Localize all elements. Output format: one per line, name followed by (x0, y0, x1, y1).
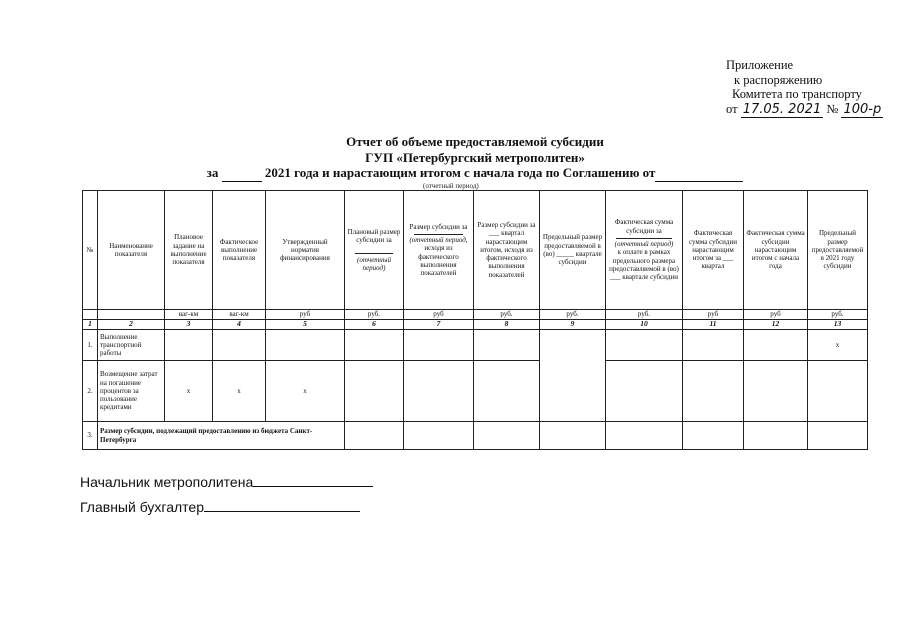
table-cell (744, 361, 808, 422)
appendix-block (726, 58, 901, 117)
unit-cell: руб (266, 310, 345, 320)
header-subsidy-period-blank (414, 232, 463, 235)
table-cell (345, 330, 404, 361)
col-number: 5 (266, 320, 345, 330)
table-cell (683, 330, 744, 361)
header-plan-subsidy-period: (отчетный период) (356, 255, 391, 272)
number-prefix: № (826, 101, 839, 116)
table-cell (345, 422, 404, 450)
table-cell: х (213, 361, 266, 422)
header-actual-sum-blank (616, 236, 672, 239)
table-cell (540, 422, 606, 450)
row-name: Возмещение затрат на погашение процентов за пользование кредитами (98, 361, 165, 422)
header-actual-sum (606, 191, 683, 310)
row-number: 3. (83, 422, 98, 450)
col-number: 7 (404, 320, 474, 330)
agreement-date-blank (655, 165, 743, 182)
header-subsidy-period-rest: исходя из фактического выполнения показателей (418, 244, 459, 278)
unit-cell: руб. (808, 310, 868, 320)
table-cell (404, 361, 474, 422)
table-cell (683, 422, 744, 450)
table-cell (606, 422, 683, 450)
table-cell (744, 422, 808, 450)
unit-cell: руб. (540, 310, 606, 320)
table-cell (474, 361, 540, 422)
table-row (83, 422, 868, 450)
header-plan-subsidy-blank (355, 249, 393, 254)
signature-accountant (80, 499, 360, 515)
row-name-total: Размер субсидии, подлежащий предоставлению из бюджета Санкт-Петербурга (98, 422, 345, 450)
appendix-date-line (726, 102, 901, 118)
header-actual-cumulative-quarter: Фактическая сумма субсидии нарастающим итогом за ___ квартал (683, 191, 744, 310)
col-number: 12 (744, 320, 808, 330)
handwritten-date: 17.05. 2021 (742, 101, 822, 117)
appendix-line-2: к распоряжению (734, 72, 823, 87)
signature-head-line (253, 485, 373, 487)
unit-cell: ваг-км (213, 310, 266, 320)
unit-cell (98, 310, 165, 320)
period-note: (отчетный период) (423, 182, 479, 190)
header-subsidy-cumulative: Размер субсидии за ___ квартал нарастающим итогом, исходя из фактического выполнения показателей (474, 191, 540, 310)
table-row (83, 330, 868, 361)
signature-accountant-line (204, 510, 360, 512)
title-line-3-prefix: за (206, 165, 219, 180)
signature-head (80, 474, 373, 490)
appendix-line-1: Приложение (726, 58, 794, 72)
unit-cell: руб (744, 310, 808, 320)
unit-cell: руб (683, 310, 744, 320)
row-name: Выполнение транспортной работы (98, 330, 165, 361)
header-subsidy-period (404, 191, 474, 310)
table-cell: х (165, 361, 213, 422)
header-plan-subsidy (345, 191, 404, 310)
table-cell (404, 422, 474, 450)
table-cell: х (808, 330, 868, 361)
table-row (83, 361, 868, 422)
title-line-3 (150, 165, 800, 182)
row-number: 1. (83, 330, 98, 361)
col-number: 8 (474, 320, 540, 330)
table-cell (474, 422, 540, 450)
header-plan-task: Плановое задание на выполнение показателя (165, 191, 213, 310)
header-actual: Фактическое выполнение показателя (213, 191, 266, 310)
table-cell (683, 361, 744, 422)
table-cell (404, 330, 474, 361)
table-cell (606, 330, 683, 361)
col-number: 9 (540, 320, 606, 330)
col-number: 10 (606, 320, 683, 330)
header-actual-cumulative-year: Фактическая сумма субсидии нарастающим итогом с начала года (744, 191, 808, 310)
row-number: 2. (83, 361, 98, 422)
header-num: № (83, 191, 98, 310)
title-line-1: Отчет об объеме предоставляемой субсидии (346, 134, 604, 149)
table-cell (345, 361, 404, 422)
header-norm: Утвержденный норматив финансирования (266, 191, 345, 310)
unit-cell: руб. (474, 310, 540, 320)
header-row (83, 191, 868, 310)
date-prefix: от (726, 101, 738, 116)
table-cell (165, 330, 213, 361)
period-blank (222, 165, 262, 182)
col-number: 4 (213, 320, 266, 330)
signature-head-label: Начальник метрополитена (80, 474, 254, 490)
table-cell (744, 330, 808, 361)
table-cell: х (266, 361, 345, 422)
header-actual-sum-period: (отчетный период) (614, 240, 674, 249)
header-name: Наименование показателя (98, 191, 165, 310)
table-cell (474, 330, 540, 361)
table-cell-merged (540, 330, 606, 422)
unit-cell: руб (404, 310, 474, 320)
unit-cell (83, 310, 98, 320)
table-cell (808, 422, 868, 450)
handwritten-number: 100-р (843, 101, 882, 117)
title-line-2: ГУП «Петербургский метрополитен» (365, 149, 585, 165)
header-plan-subsidy-text: Плановый размер субсидии за (347, 227, 401, 245)
table-cell (808, 361, 868, 422)
header-subsidy-period-note: (отчетный период, (409, 235, 468, 244)
column-numbers-row (83, 320, 868, 330)
header-limit-quarter: Предельный размер предоставляемой в (во) _____ квартале субсидии (540, 191, 606, 310)
signature-accountant-label: Главный бухгалтер (80, 499, 204, 515)
subsidy-table (82, 190, 868, 450)
title-line-3-text: 2021 года и нарастающим итогом с начала года по Соглашению от (264, 165, 656, 180)
table-cell (606, 361, 683, 422)
col-number: 11 (683, 320, 744, 330)
header-actual-sum-rest: к оплате в рамках предельного размера предоставляемой в (во) ___ квартале субсидии (609, 248, 679, 282)
unit-cell: руб. (345, 310, 404, 320)
col-number: 3 (165, 320, 213, 330)
col-number: 6 (345, 320, 404, 330)
unit-cell: руб. (606, 310, 683, 320)
header-limit-year: Предельный размер предоставляемой в 2021 году субсидии (808, 191, 868, 310)
header-actual-sum-text: Фактическая сумма субсидии за (614, 218, 674, 235)
table-cell (213, 330, 266, 361)
appendix-line-3: Комитета по транспорту (732, 87, 862, 101)
col-number: 1 (83, 320, 98, 330)
table-cell (266, 330, 345, 361)
units-row (83, 310, 868, 320)
col-number: 13 (808, 320, 868, 330)
report-title (150, 134, 800, 182)
col-number: 2 (98, 320, 165, 330)
header-subsidy-period-text: Размер субсидии за (409, 222, 468, 231)
unit-cell: ваг-км (165, 310, 213, 320)
